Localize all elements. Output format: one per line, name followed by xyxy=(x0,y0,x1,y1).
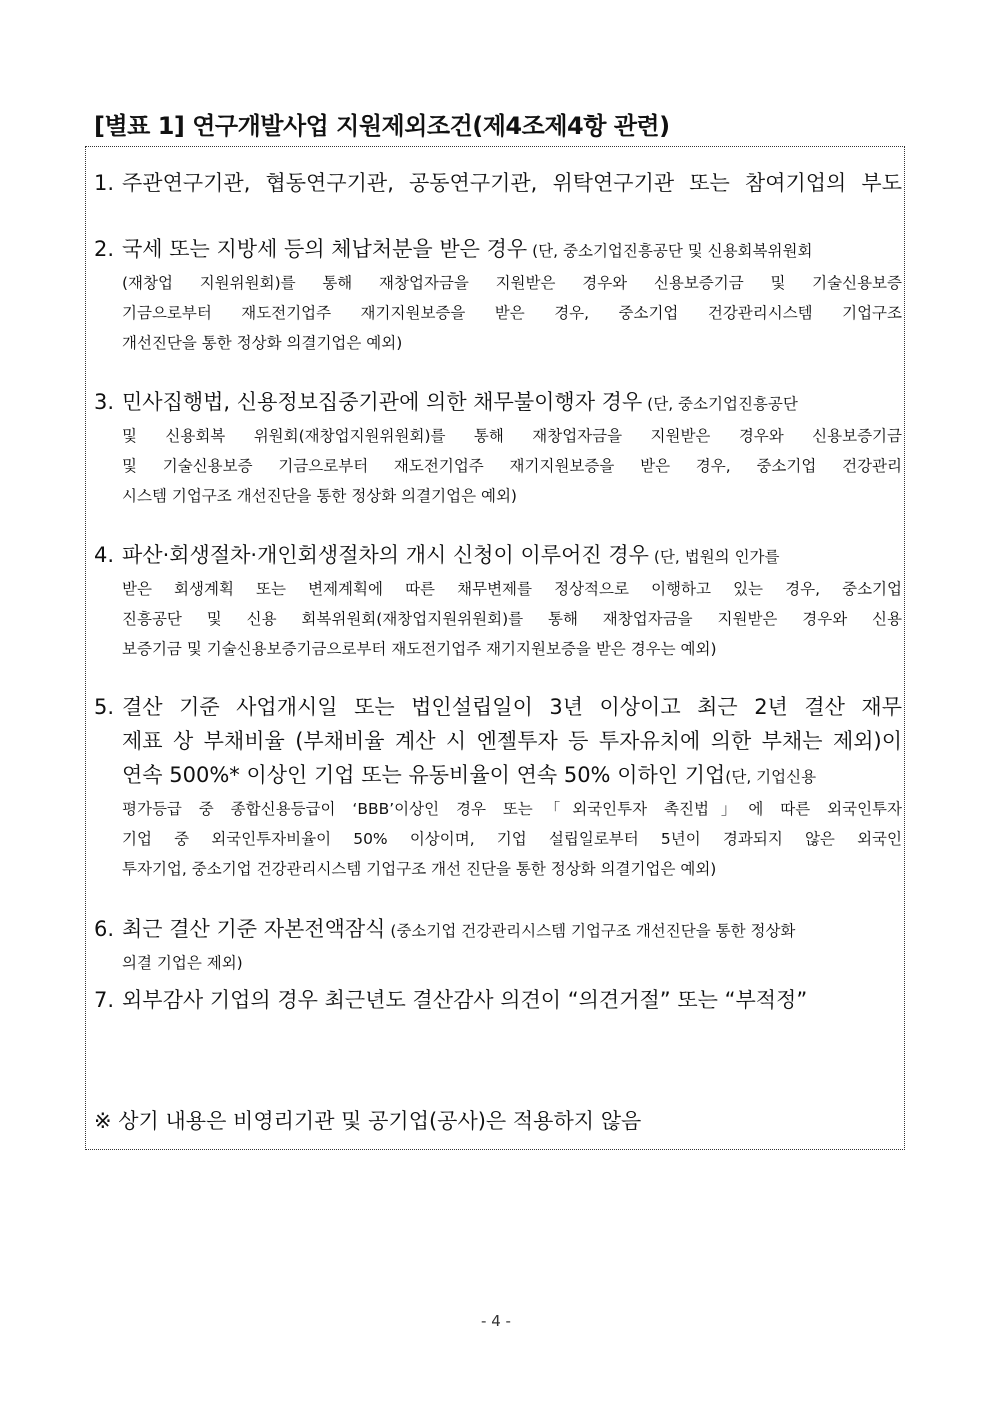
condition-note: (단, 법원의 인가를 xyxy=(648,548,780,566)
condition-note-line: 시스템 기업구조 개선진단을 통한 정상화 의결기업은 예외) xyxy=(122,487,517,505)
condition-note-line: 투자기업, 중소기업 건강관리시스템 기업구조 개선 진단을 통한 정상화 의결기업은 예외) xyxy=(122,860,717,878)
condition-note-line: 기금으로부터 재도전기업주 재기지원보증을 받은 경우, 중소기업 건강관리시스템 기업구조 xyxy=(122,304,902,322)
condition-main-text xyxy=(94,232,902,268)
condition-note-line: 진흥공단 및 신용 회복위원회(재창업지원위원회)를 통해 재창업자금을 지원받은 경우와 신용 xyxy=(122,610,902,628)
condition-note: (단, 중소기업진흥공단 xyxy=(642,395,798,413)
condition-main-text xyxy=(94,385,902,421)
condition-text: 주관연구기관, 협동연구기관, 공동연구기관, 위탁연구기관 또는 참여기업의 부도 xyxy=(122,171,902,195)
condition-note: (단, 기업신용 xyxy=(725,768,817,786)
item-number: 2. xyxy=(94,237,115,261)
condition-note-line: 보증기금 및 기술신용보증기금으로부터 재도전기업주 재기지원보증을 받은 경우는 예외) xyxy=(122,640,717,658)
condition-item-4 xyxy=(94,538,902,664)
condition-note: (중소기업 건강관리시스템 기업구조 개선진단을 통한 정상화 xyxy=(385,922,796,940)
condition-item-2 xyxy=(94,232,902,358)
page-title: [별표 1] 연구개발사업 지원제외조건(제4조제4항 관련) xyxy=(94,112,670,140)
condition-text: 국세 또는 지방세 등의 체납처분을 받은 경우 xyxy=(122,237,528,261)
item-number: 4. xyxy=(94,543,115,567)
condition-note-line: 개선진단을 통한 정상화 의결기업은 예외) xyxy=(122,334,403,352)
condition-note-line: 평가등급 중 종합신용등급이 ‘BBB’이상인 경우 또는「외국인투자 촉진법」에 따른 외국인투자 xyxy=(122,800,902,818)
condition-item-6 xyxy=(94,912,902,978)
item-number: 3. xyxy=(94,390,115,414)
condition-text: 최근 결산 기준 자본전액잠식 xyxy=(122,917,386,941)
condition-text: 연속 500%* 이상인 기업 또는 유동비율이 연속 50% 이하인 기업 xyxy=(122,763,726,787)
condition-main-text xyxy=(94,690,902,724)
condition-main-text xyxy=(94,166,902,200)
condition-text: 외부감사 기업의 경우 최근년도 결산감사 의견이 “의견거절” 또는 “부적정” xyxy=(122,988,808,1012)
condition-item-1 xyxy=(94,166,902,200)
page-number: - 4 - xyxy=(481,1312,511,1330)
condition-note-line: 및 신용회복 위원회(재창업지원위원회)를 통해 재창업자금을 지원받은 경우와 신용보증기금 xyxy=(122,427,902,445)
item-number: 6. xyxy=(94,917,115,941)
condition-item-5 xyxy=(94,690,902,884)
condition-main-line: 제표 상 부채비율 (부채비율 계산 시 엔젤투자 등 투자유치에 의한 부채는 제외)이 xyxy=(122,729,902,753)
condition-main-text xyxy=(94,912,902,948)
condition-main-text xyxy=(94,538,902,574)
condition-note-line: (재창업 지원위원회)를 통해 재창업자금을 지원받은 경우와 신용보증기금 및 기술신용보증 xyxy=(122,274,902,292)
footer-note: ※ 상기 내용은 비영리기관 및 공기업(공사)은 적용하지 않음 xyxy=(94,1109,642,1133)
condition-main-line xyxy=(94,758,902,794)
condition-note-line: 기업 중 외국인투자비율이 50% 이상이며, 기업 설립일로부터 5년이 경과되지 않은 외국인 xyxy=(122,830,902,848)
condition-main-text xyxy=(94,983,902,1017)
condition-note: (단, 중소기업진흥공단 및 신용회복위원회 xyxy=(527,242,813,260)
condition-text: 파산·회생절차·개인회생절차의 개시 신청이 이루어진 경우 xyxy=(122,543,649,567)
item-number: 7. xyxy=(94,988,115,1012)
condition-item-3 xyxy=(94,385,902,511)
condition-note-line: 의결 기업은 제외) xyxy=(122,954,243,972)
condition-note-line: 받은 회생계획 또는 변제계획에 따른 채무변제를 정상적으로 이행하고 있는 경우, 중소기업 xyxy=(122,580,902,598)
condition-text: 민사집행법, 신용정보집중기관에 의한 채무불이행자 경우 xyxy=(122,390,643,414)
condition-item-7 xyxy=(94,983,902,1017)
condition-note-line: 및 기술신용보증 기금으로부터 재도전기업주 재기지원보증을 받은 경우, 중소기업 건강관리 xyxy=(122,457,902,475)
item-number: 5. xyxy=(94,695,115,719)
item-number: 1. xyxy=(94,171,115,195)
condition-text: 결산 기준 사업개시일 또는 법인설립일이 3년 이상이고 최근 2년 결산 재무 xyxy=(122,695,902,719)
